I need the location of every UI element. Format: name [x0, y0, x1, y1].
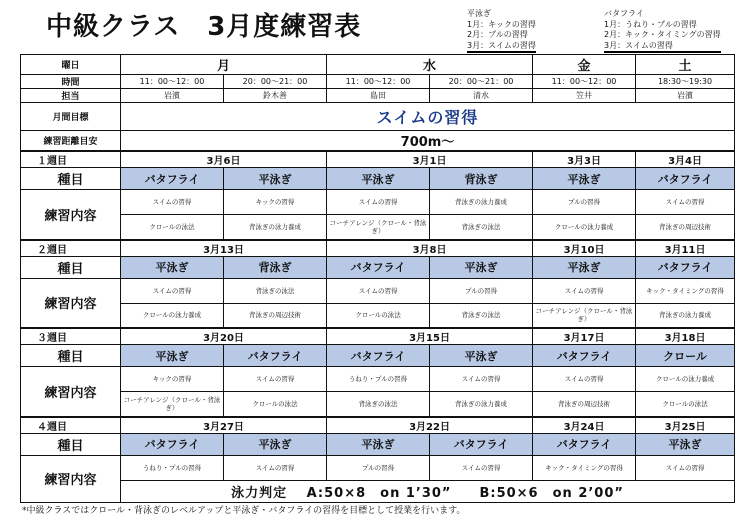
legend-item: 1月：キックの習得	[467, 19, 536, 29]
coach-cell: 島田	[327, 89, 430, 103]
week-label: ２週目	[21, 240, 121, 257]
event-label: 種目	[21, 168, 121, 190]
day-monday: 月	[121, 55, 327, 75]
date-cell: 3月15日	[327, 328, 533, 345]
event-cell: バタフライ	[327, 256, 430, 278]
content-cell: 背泳ぎの泳力養成	[430, 190, 533, 215]
date-cell: 3月27日	[121, 417, 327, 434]
butterfly-legend	[604, 9, 721, 53]
coach-cell: 清水	[430, 89, 533, 103]
event-cell: 平泳ぎ	[430, 256, 533, 278]
week-label: １週目	[21, 151, 121, 168]
date-cell: 3月25日	[636, 417, 735, 434]
content-cell: スイムの習得	[636, 190, 735, 215]
content-cell: うねり・プルの習得	[327, 367, 430, 392]
time-label: 時間	[21, 75, 121, 89]
content-cell: キック・タイミングの習得	[533, 455, 636, 480]
time-cell: 18:30～19:30	[636, 75, 735, 89]
distance-target: 700m～	[121, 131, 735, 152]
content-cell: コーチアレンジ（クロール・背泳ぎ）	[121, 392, 224, 417]
event-label: 種目	[21, 345, 121, 367]
legend-item: 1月：うねり・プルの習得	[604, 19, 697, 29]
content-cell: キック・タイミングの習得	[636, 278, 735, 303]
day-label: 曜日	[21, 55, 121, 75]
time-cell: 11：00～12：00	[327, 75, 430, 89]
event-cell: 平泳ぎ	[224, 168, 327, 190]
content-cell: スイムの習得	[121, 278, 224, 303]
event-cell: 平泳ぎ	[224, 433, 327, 455]
event-cell: バタフライ	[636, 168, 735, 190]
event-cell: 平泳ぎ	[636, 433, 735, 455]
week-label: ４週目	[21, 417, 121, 434]
content-cell: 背泳ぎの周辺技術	[224, 303, 327, 328]
content-cell: キックの習得	[121, 367, 224, 392]
monthly-goal: スイムの習得	[121, 103, 735, 131]
coach-label: 担当	[21, 89, 121, 103]
event-cell: 平泳ぎ	[121, 345, 224, 367]
legend-item: 平泳ぎ	[467, 9, 491, 18]
event-cell: 平泳ぎ	[430, 345, 533, 367]
content-cell: プルの習得	[533, 190, 636, 215]
content-cell: キックの習得	[224, 190, 327, 215]
content-cell: スイムの習得	[533, 367, 636, 392]
date-cell: 3月18日	[636, 328, 735, 345]
content-cell: クロールの泳法	[224, 392, 327, 417]
content-cell: スイムの習得	[121, 190, 224, 215]
content-cell: 背泳ぎの泳法	[327, 392, 430, 417]
legend-item-current: 3月：スイムの習得	[604, 41, 721, 54]
date-cell: 3月3日	[533, 151, 636, 168]
breaststroke-legend	[467, 9, 536, 53]
content-cell: コーチアレンジ（クロール・背泳ぎ）	[533, 303, 636, 328]
event-cell: 背泳ぎ	[224, 256, 327, 278]
content-cell: 背泳ぎの泳法	[430, 215, 533, 240]
content-cell: うねり・プルの習得	[121, 455, 224, 480]
date-cell: 3月8日	[327, 240, 533, 257]
footnote: *中級クラスではクロール・背泳ぎのレベルアップと平泳ぎ・バタフライの習得を目標として授業を行います。	[22, 506, 466, 516]
content-cell: スイムの習得	[636, 455, 735, 480]
content-cell: 背泳ぎの泳法	[224, 278, 327, 303]
event-cell: 平泳ぎ	[533, 256, 636, 278]
content-cell: 背泳ぎの泳法	[430, 303, 533, 328]
content-label: 練習内容	[21, 278, 121, 328]
content-label: 練習内容	[21, 367, 121, 417]
event-cell: バタフライ	[224, 345, 327, 367]
content-cell: クロールの泳力養成	[636, 367, 735, 392]
coach-cell: 笠井	[533, 89, 636, 103]
event-cell: バタフライ	[430, 433, 533, 455]
date-cell: 3月1日	[327, 151, 533, 168]
content-cell: クロールの泳力養成	[121, 303, 224, 328]
page-title: 中級クラス 3月度練習表	[46, 12, 362, 42]
content-cell: 背泳ぎの周辺技術	[533, 392, 636, 417]
content-cell: クロールの泳法	[636, 392, 735, 417]
time-cell: 11：00～12：00	[121, 75, 224, 89]
legend-item: 2月：プルの習得	[467, 30, 528, 39]
goal-label: 月間目標	[21, 103, 121, 131]
event-cell: 平泳ぎ	[533, 168, 636, 190]
content-cell: 背泳ぎの周辺技術	[636, 215, 735, 240]
day-friday: 金	[533, 55, 636, 75]
date-cell: 3月6日	[121, 151, 327, 168]
time-cell: 11：00～12：00	[533, 75, 636, 89]
date-cell: 3月22日	[327, 417, 533, 434]
time-cell: 20：00～21：00	[430, 75, 533, 89]
content-cell: スイムの習得	[533, 278, 636, 303]
day-wednesday: 水	[327, 55, 533, 75]
swim-test-criteria: 泳力判定 A:50×8 on 1’30” B:50×6 on 2’00”	[121, 480, 735, 502]
content-cell: スイムの習得	[327, 190, 430, 215]
event-cell: クロール	[636, 345, 735, 367]
event-cell: 背泳ぎ	[430, 168, 533, 190]
content-label: 練習内容	[21, 455, 121, 502]
coach-cell: 岩濱	[121, 89, 224, 103]
time-cell: 20：00～21：00	[224, 75, 327, 89]
schedule-table	[20, 54, 735, 503]
event-cell: バタフライ	[121, 433, 224, 455]
event-cell: 平泳ぎ	[327, 433, 430, 455]
event-label: 種目	[21, 256, 121, 278]
content-cell: 背泳ぎの泳力養成	[636, 303, 735, 328]
day-saturday: 土	[636, 55, 735, 75]
content-cell: プルの習得	[327, 455, 430, 480]
event-cell: バタフライ	[327, 345, 430, 367]
content-cell: スイムの習得	[430, 455, 533, 480]
event-cell: バタフライ	[533, 345, 636, 367]
legend-item: バタフライ	[604, 9, 644, 18]
coach-cell: 岩濱	[636, 89, 735, 103]
date-cell: 3月13日	[121, 240, 327, 257]
event-cell: 平泳ぎ	[121, 256, 224, 278]
content-cell: クロールの泳法	[327, 303, 430, 328]
event-label: 種目	[21, 433, 121, 455]
event-cell: 平泳ぎ	[327, 168, 430, 190]
distance-label: 練習距離目安	[21, 131, 121, 152]
coach-cell: 鈴木善	[224, 89, 327, 103]
date-cell: 3月11日	[636, 240, 735, 257]
date-cell: 3月17日	[533, 328, 636, 345]
content-label: 練習内容	[21, 190, 121, 240]
content-cell: スイムの習得	[430, 367, 533, 392]
date-cell: 3月24日	[533, 417, 636, 434]
legend-item: 2月：キック・タイミングの習得	[604, 30, 721, 39]
date-cell: 3月4日	[636, 151, 735, 168]
week-label: ３週目	[21, 328, 121, 345]
content-cell: 背泳ぎの泳力養成	[430, 392, 533, 417]
content-cell: クロールの泳力養成	[533, 215, 636, 240]
event-cell: バタフライ	[121, 168, 224, 190]
content-cell: スイムの習得	[224, 455, 327, 480]
legend-item-current: 3月：スイムの習得	[467, 41, 536, 54]
event-cell: バタフライ	[636, 256, 735, 278]
content-cell: クロールの泳法	[121, 215, 224, 240]
content-cell: プルの習得	[430, 278, 533, 303]
date-cell: 3月20日	[121, 328, 327, 345]
content-cell: 背泳ぎの泳力養成	[224, 215, 327, 240]
content-cell: コーチアレンジ（クロール・背泳ぎ）	[327, 215, 430, 240]
content-cell: スイムの習得	[224, 367, 327, 392]
content-cell: スイムの習得	[327, 278, 430, 303]
event-cell: バタフライ	[533, 433, 636, 455]
date-cell: 3月10日	[533, 240, 636, 257]
